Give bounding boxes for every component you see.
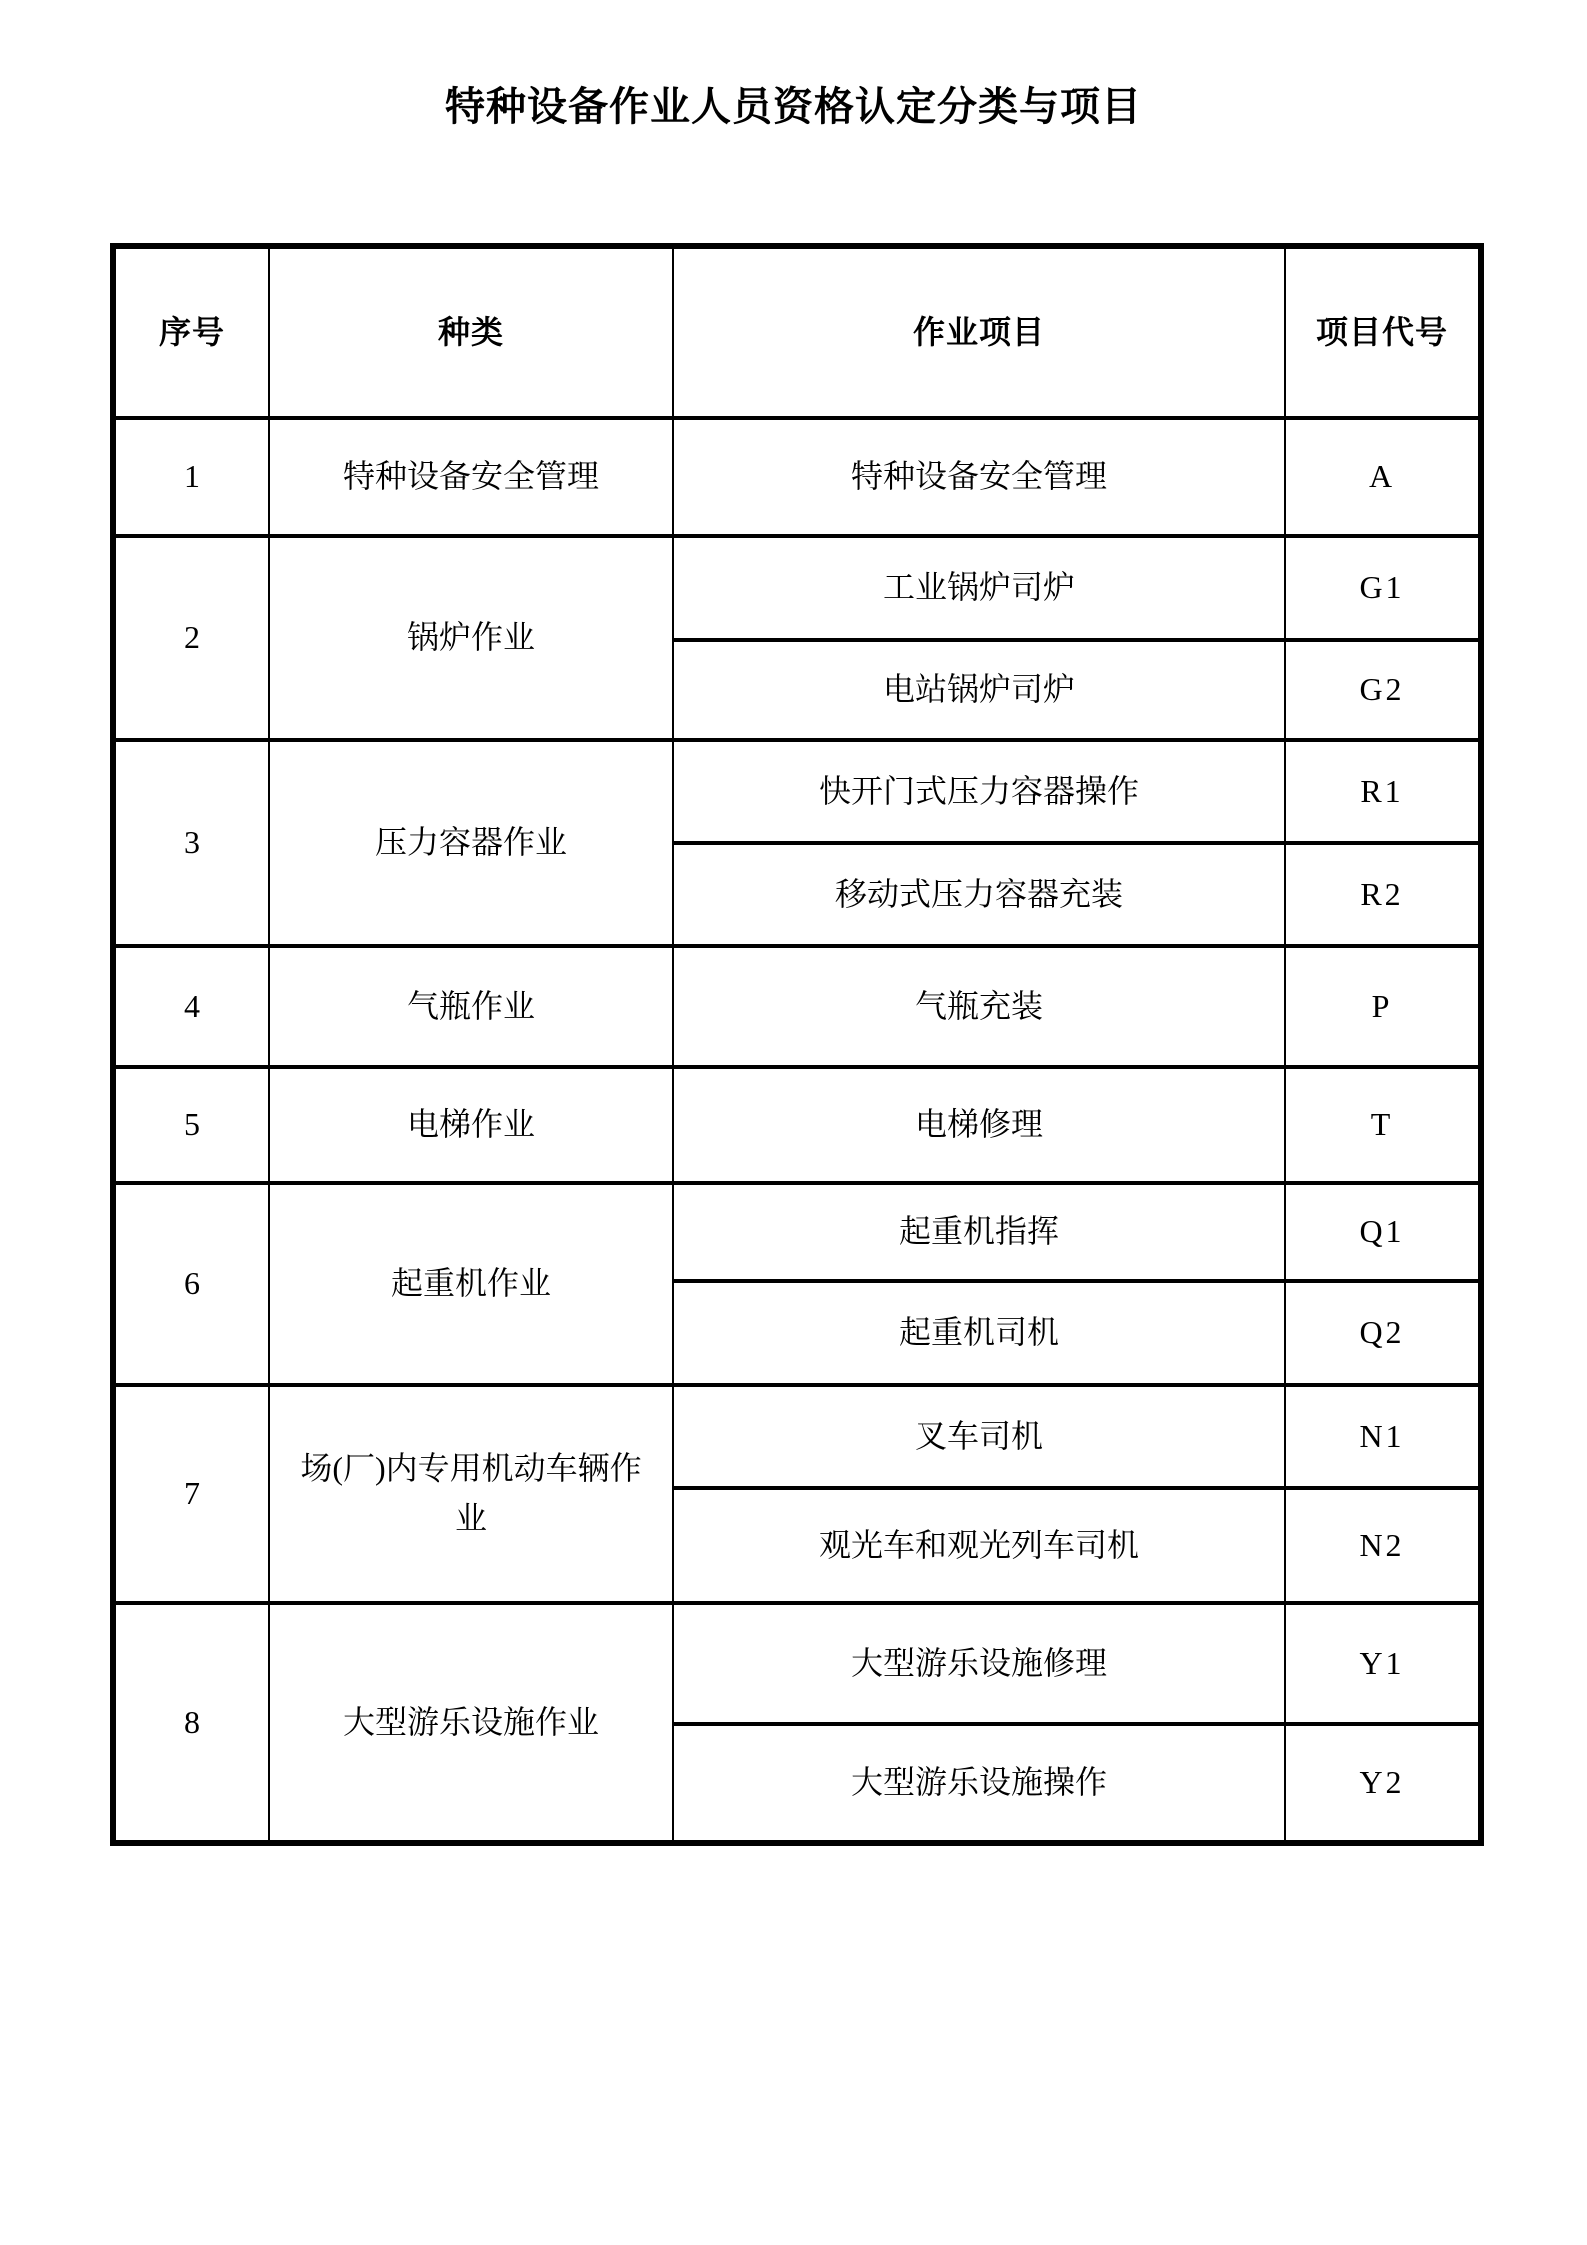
code-cell: N2 (1285, 1488, 1481, 1603)
table-row (113, 536, 1481, 640)
header-category: 种类 (269, 246, 673, 418)
seq-cell: 2 (113, 536, 269, 740)
project-cell: 大型游乐设施操作 (673, 1724, 1285, 1843)
seq-cell: 3 (113, 740, 269, 946)
project-cell: 叉车司机 (673, 1385, 1285, 1488)
qualification-table (110, 243, 1484, 1846)
table-header-row (113, 246, 1481, 418)
code-cell: Y1 (1285, 1603, 1481, 1724)
header-code: 项目代号 (1285, 246, 1481, 418)
project-cell: 起重机司机 (673, 1281, 1285, 1385)
category-cell: 起重机作业 (269, 1183, 673, 1385)
code-cell: G2 (1285, 640, 1481, 740)
code-cell: G1 (1285, 536, 1481, 640)
seq-cell: 4 (113, 946, 269, 1067)
code-cell: R2 (1285, 843, 1481, 946)
code-cell: T (1285, 1067, 1481, 1183)
category-cell: 锅炉作业 (269, 536, 673, 740)
seq-cell: 5 (113, 1067, 269, 1183)
category-cell: 场(厂)内专用机动车辆作业 (269, 1385, 673, 1603)
category-cell: 大型游乐设施作业 (269, 1603, 673, 1843)
table-row (113, 1067, 1481, 1183)
code-cell: Q1 (1285, 1183, 1481, 1281)
category-cell: 特种设备安全管理 (269, 418, 673, 536)
project-cell: 特种设备安全管理 (673, 418, 1285, 536)
project-cell: 观光车和观光列车司机 (673, 1488, 1285, 1603)
code-cell: R1 (1285, 740, 1481, 843)
table-row (113, 946, 1481, 1067)
project-cell: 电站锅炉司炉 (673, 640, 1285, 740)
table-row (113, 1603, 1481, 1724)
code-cell: A (1285, 418, 1481, 536)
project-cell: 工业锅炉司炉 (673, 536, 1285, 640)
project-cell: 电梯修理 (673, 1067, 1285, 1183)
category-cell: 气瓶作业 (269, 946, 673, 1067)
seq-cell: 7 (113, 1385, 269, 1603)
category-cell: 电梯作业 (269, 1067, 673, 1183)
project-cell: 大型游乐设施修理 (673, 1603, 1285, 1724)
table-row (113, 1385, 1481, 1488)
header-project: 作业项目 (673, 246, 1285, 418)
code-cell: Q2 (1285, 1281, 1481, 1385)
seq-cell: 6 (113, 1183, 269, 1385)
code-cell: N1 (1285, 1385, 1481, 1488)
project-cell: 快开门式压力容器操作 (673, 740, 1285, 843)
table-row (113, 740, 1481, 843)
project-cell: 起重机指挥 (673, 1183, 1285, 1281)
seq-cell: 1 (113, 418, 269, 536)
seq-cell: 8 (113, 1603, 269, 1843)
category-cell: 压力容器作业 (269, 740, 673, 946)
project-cell: 移动式压力容器充装 (673, 843, 1285, 946)
table-row (113, 418, 1481, 536)
project-cell: 气瓶充装 (673, 946, 1285, 1067)
code-cell: Y2 (1285, 1724, 1481, 1843)
table-row (113, 1183, 1481, 1281)
page-title: 特种设备作业人员资格认定分类与项目 (445, 85, 1142, 129)
header-seq: 序号 (113, 246, 269, 418)
code-cell: P (1285, 946, 1481, 1067)
